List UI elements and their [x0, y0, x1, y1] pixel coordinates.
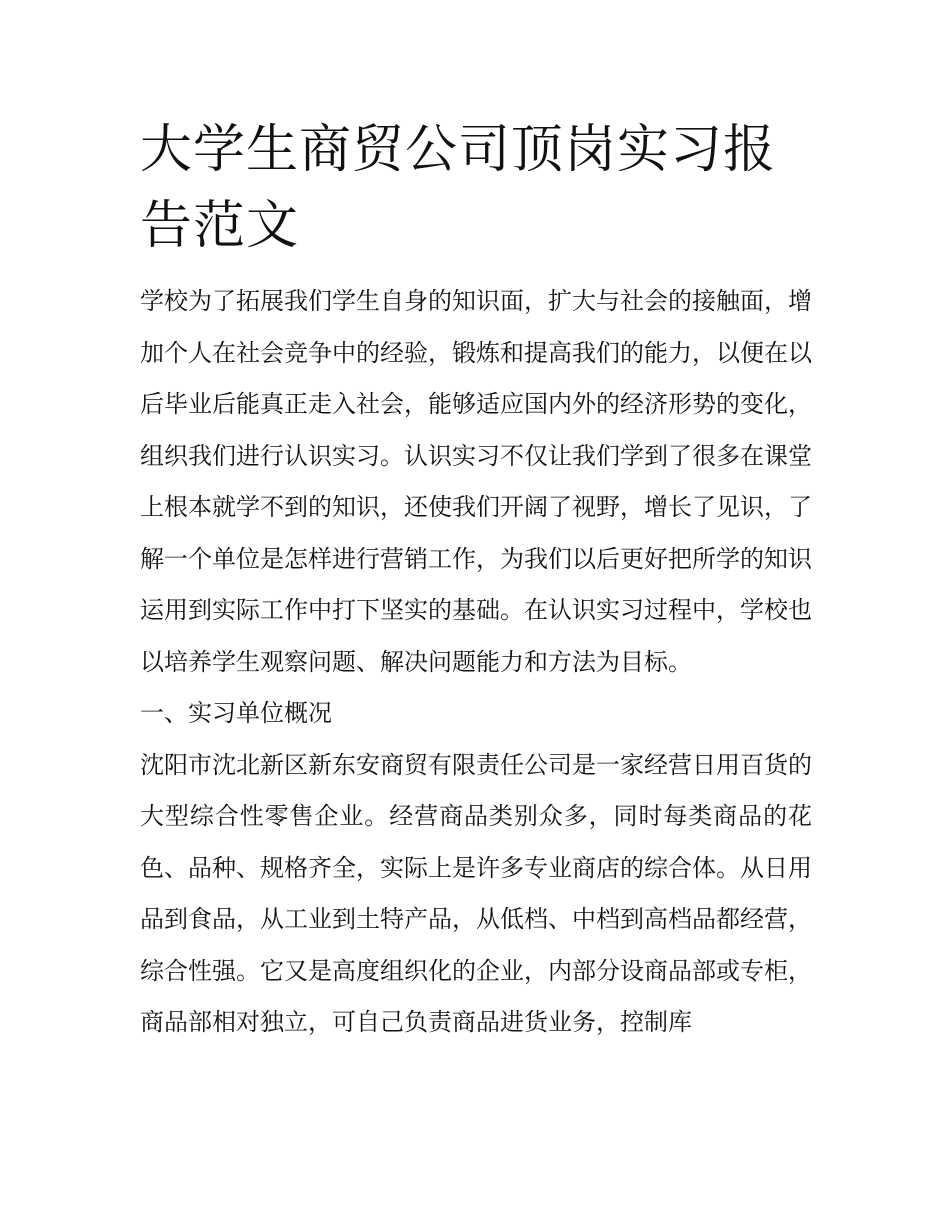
intro-paragraph: 学校为了拓展我们学生自身的知识面，扩大与社会的接触面，增加个人在社会竞争中的经验，锻炼和提高我们的能力，以便在以后毕业后能真正走入社会，能够适应国内外的经济形势的变化，组织我们进行认识实习。认识实习不仅让我们学到了很多在课堂上根本就学不到的知识，还使我们开阔了视野，增长了见识，了解一个单位是怎样进行营销工作，为我们以后更好把所学的知识运用到实际工作中打下坚实的基础。在认识实习过程中，学校也以培养学生观察问题、解决问题能力和方法为目标。 [140, 287, 812, 676]
section-paragraph: 沈阳市沈北新区新东安商贸有限责任公司是一家经营日用百货的大型综合性零售企业。经营商品类别众多，同时每类商品的花色、品种、规格齐全，实际上是许多专业商店的综合体。从日用品到食品，从工业到土特产品，从低档、中档到高档品都经营，综合性强。它又是高度组织化的企业，内部分设商品部或专柜，商品部相对独立，可自己负责商品进货业务，控制库 [140, 750, 812, 1036]
section-heading: 一、实习单位概况 [140, 699, 332, 727]
document-body [140, 112, 812, 1049]
document-title: 大学生商贸公司顶岗实习报告范文 [140, 120, 777, 256]
